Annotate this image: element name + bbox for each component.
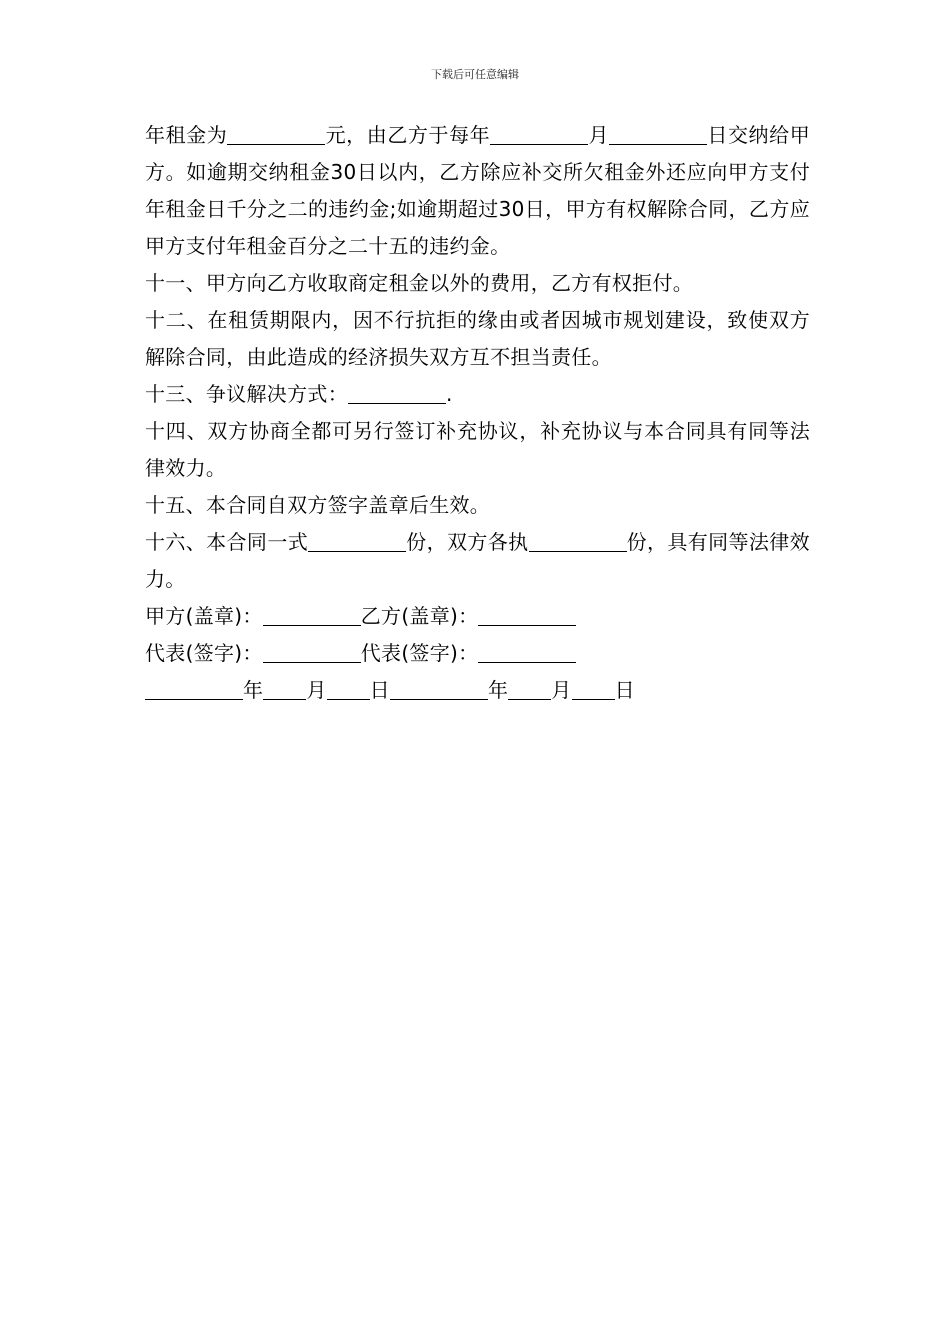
clause-text: 日交纳给甲方。如逾期交纳租金30日以内，乙方除应补交所欠租金外还应向甲方支付年租金日千分之二的违约金;如逾期超过30日，甲方有权解除合同，乙方应甲方支付年租金百分之二十五的违约金。 (145, 123, 811, 258)
day-label: 日 (614, 678, 635, 702)
clause-text: 十六、本合同一式 (145, 530, 309, 554)
date-line (145, 672, 810, 709)
clause-text: 元，由乙方于每年 (325, 123, 491, 147)
blank-field (490, 123, 588, 145)
month-label: 月 (306, 678, 327, 702)
blank-field (390, 678, 488, 700)
clause-16 (145, 524, 810, 598)
page-header: 下载后可任意编辑 (431, 68, 519, 81)
blank-field (609, 123, 707, 145)
clause-11: 十一、甲方向乙方收取商定租金以外的费用，乙方有权拒付。 (145, 271, 694, 295)
day-label: 日 (369, 678, 390, 702)
blank-field (227, 123, 325, 145)
party-a-seal-label: 甲方(盖章)： (145, 604, 263, 628)
blank-field (478, 641, 576, 663)
month-label: 月 (551, 678, 572, 702)
blank-field (308, 530, 406, 552)
blank-field (263, 641, 361, 663)
blank-field (508, 678, 551, 700)
clause-text: 年租金为 (145, 123, 228, 147)
clause-15: 十五、本合同自双方签字盖章后生效。 (145, 493, 491, 517)
clause-13 (145, 376, 810, 413)
clause-text: . (446, 382, 453, 406)
contract-body (145, 117, 810, 709)
clause-text: 月 (588, 123, 610, 147)
party-b-seal-label: 乙方(盖章)： (360, 604, 479, 628)
party-b-rep-label: 代表(签字)： (360, 641, 479, 665)
blank-field (529, 530, 627, 552)
blank-field (572, 678, 615, 700)
clause-14: 十四、双方协商全都可另行签订补充协议，补充协议与本合同具有同等法律效力。 (145, 419, 810, 480)
clause-text: 份，双方各执 (406, 530, 529, 554)
blank-field (263, 604, 361, 626)
clause-12: 十二、在租赁期限内，因不行抗拒的缘由或者因城市规划建设，致使双方解除合同，由此造成的经济损失双方互不担当责任。 (145, 308, 810, 369)
clause-rent-payment (145, 117, 810, 265)
clause-text: 十三、争议解决方式： (145, 382, 348, 406)
blank-field (478, 604, 576, 626)
blank-field (263, 678, 306, 700)
party-a-rep-label: 代表(签字)： (145, 641, 263, 665)
blank-field (348, 382, 446, 404)
signature-seal-line (145, 598, 810, 635)
blank-field (327, 678, 370, 700)
signature-rep-line (145, 635, 810, 672)
year-label: 年 (243, 678, 264, 702)
year-label: 年 (487, 678, 509, 702)
blank-field (145, 678, 243, 700)
clause-text: 份，具有同等法律效力。 (145, 530, 810, 591)
